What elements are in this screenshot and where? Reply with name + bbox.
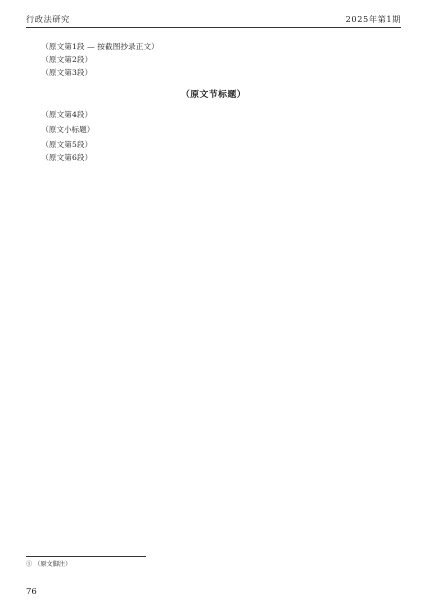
footnote: ① （原文脚注） (26, 561, 72, 568)
issue-label: 2025年第1期 (345, 14, 401, 24)
paragraph: （原文第6段） (41, 153, 93, 163)
paragraph: （原文第5段） (41, 140, 93, 150)
running-header (26, 14, 401, 28)
footnote-rule (26, 556, 146, 557)
page-number: 76 (26, 587, 37, 597)
paragraph: （原文第2段） (41, 55, 93, 65)
subheading: （原文小标题） (41, 125, 95, 135)
section-heading: （原文节标题） (180, 90, 247, 101)
paragraph: （原文第4段） (41, 110, 93, 120)
body-text (26, 40, 401, 164)
paragraph: （原文第1段 — 按截图抄录正文） (41, 42, 159, 51)
journal-name: 行政法研究 (26, 14, 70, 24)
paragraph: （原文第3段） (41, 68, 93, 78)
